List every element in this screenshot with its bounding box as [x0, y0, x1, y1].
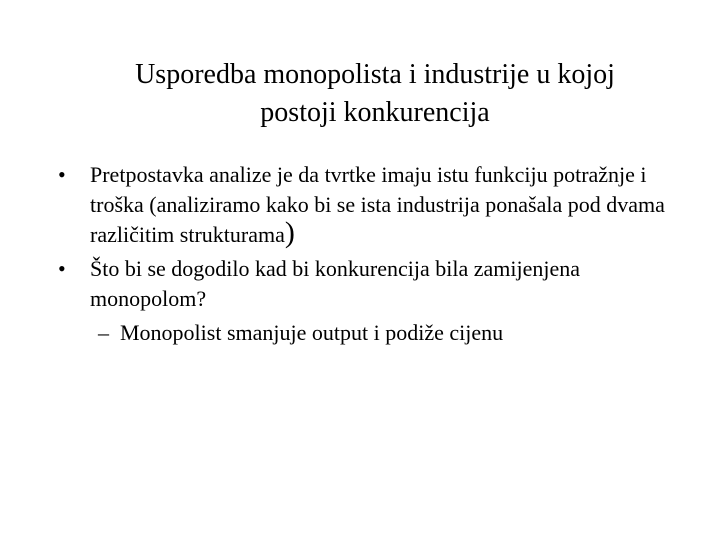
bullet-text-question: Što bi se dogodilo kad bi konkurencija bila zamijenjena monopolom?	[90, 256, 580, 311]
dash-icon: –	[98, 320, 109, 345]
bullet-dot-icon: •	[58, 162, 66, 187]
bullet-item-question	[58, 254, 688, 314]
title-line-2: postoji konkurencija	[260, 97, 490, 128]
title-line-1: Usporedba monopolista i industrije u kojoj	[135, 59, 615, 90]
sub-bullet-text-answer: Monopolist smanjuje output i podiže cijenu	[120, 320, 504, 345]
bullet-list	[58, 160, 688, 348]
bullet-dot-icon: •	[58, 256, 66, 281]
sub-bullet-item-answer	[58, 318, 688, 348]
bullet-text-assumption: Pretpostavka analize je da tvrtke imaju istu funkciju potražnje i troška (analiziramo kako bi se ista industrija ponašala pod dvama različitim strukturama	[90, 162, 665, 247]
closing-parenthesis: )	[284, 216, 295, 249]
bullet-item-assumption	[58, 160, 688, 250]
slide-title	[70, 56, 680, 132]
